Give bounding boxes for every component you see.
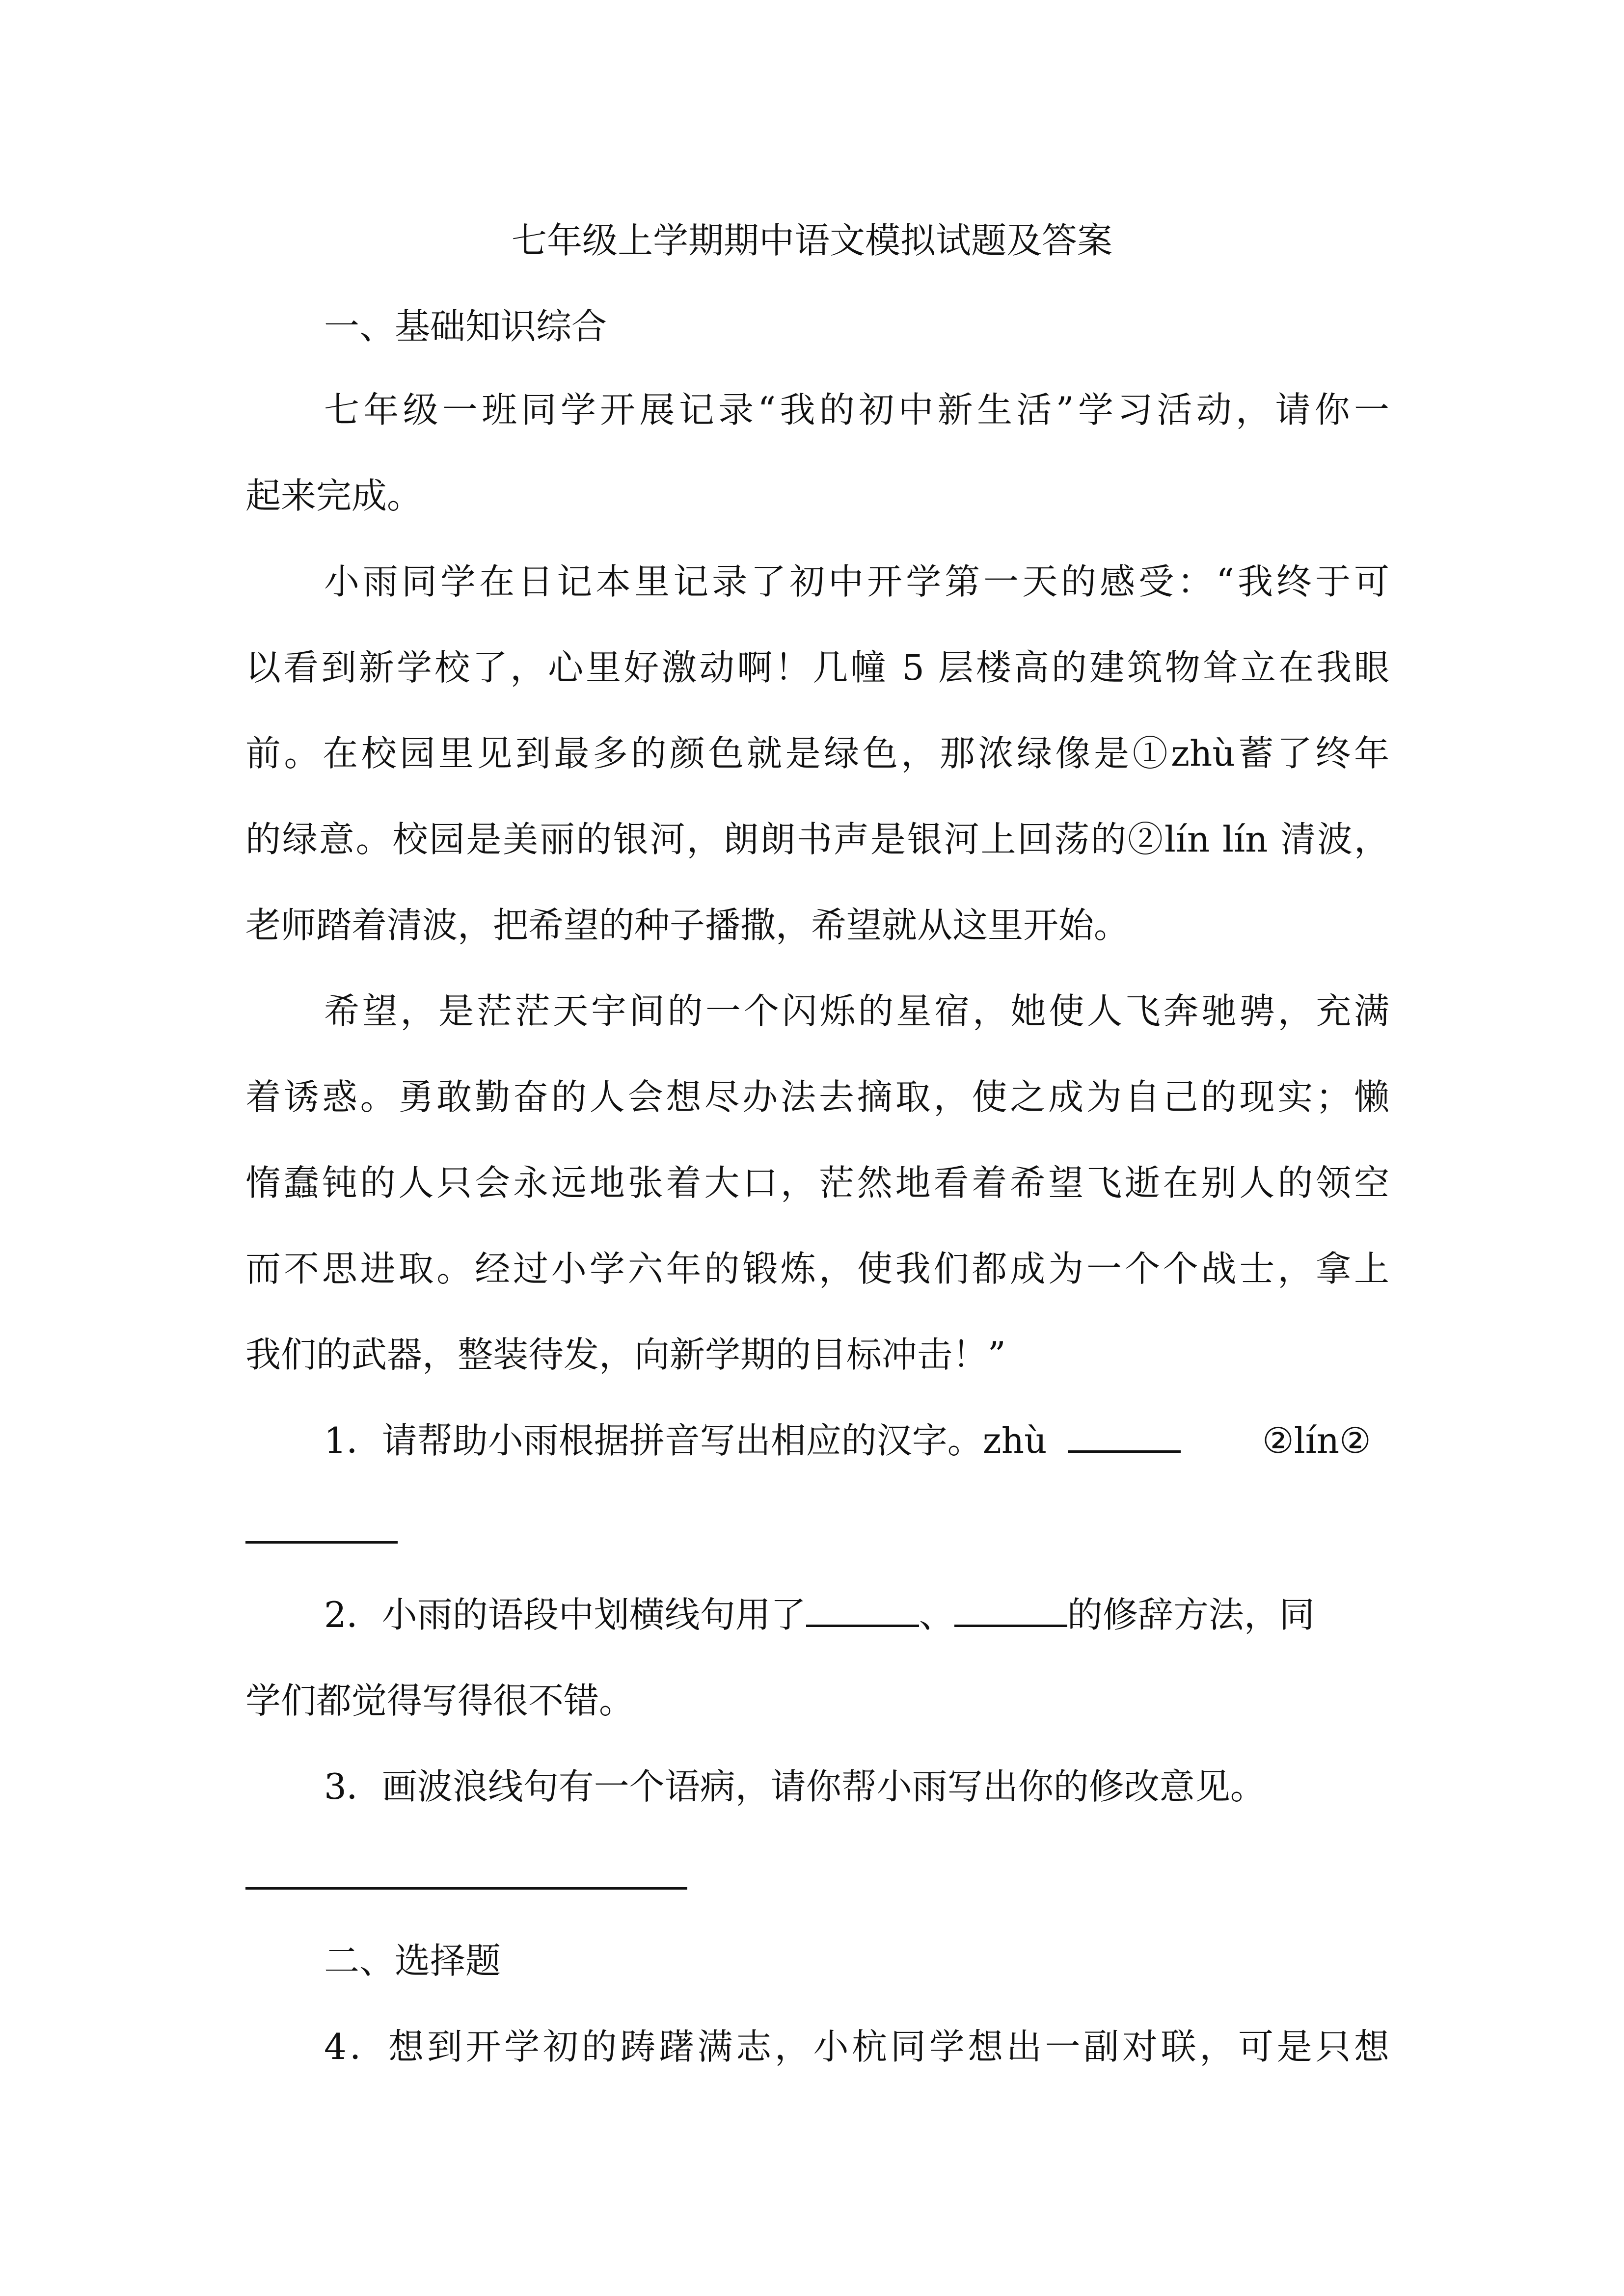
answer-blank-rhetoric-1[interactable] <box>806 1593 919 1627</box>
question-2-suffix: 的修辞方法，同 <box>1067 1594 1315 1635</box>
hope-line-2: 着诱惑。勇敢勤奋的人会想尽办法去摘取，使之成为自己的现实；懒 <box>245 1076 1389 1118</box>
document-title: 七年级上学期期中语文模拟试题及答案 <box>511 220 1112 261</box>
question-2 <box>324 1593 1389 1637</box>
answer-blank-zhu[interactable] <box>1068 1419 1181 1453</box>
hope-line-4: 而不思进取。经过小学六年的锻炼，使我们都成为一个个战士，拿上 <box>245 1248 1389 1289</box>
question-2-text: 2．小雨的语段中划横线句用了 <box>324 1594 806 1635</box>
question-2-line-2: 学们都觉得写得很不错。 <box>245 1680 635 1721</box>
diary-line-1: 小雨同学在日记本里记录了初中开学第一天的感受：“我终于可 <box>324 561 1389 602</box>
question-4: 4．想到开学初的踌躇满志，小杭同学想出一副对联，可是只想 <box>324 2026 1389 2067</box>
hope-line-1: 希望，是茫茫天宇间的一个闪烁的星宿，她使人飞奔驰骋，充满 <box>324 990 1389 1032</box>
section-heading-basics: 一、基础知识综合 <box>324 306 607 347</box>
section-heading-choice: 二、选择题 <box>324 1940 501 1981</box>
intro-line-2: 起来完成。 <box>245 475 423 516</box>
answer-blank-lin[interactable] <box>245 1541 398 1544</box>
diary-line-2: 以看到新学校了，心里好激动啊！几幢 5 层楼高的建筑物耸立在我眼 <box>245 647 1389 688</box>
answer-blank-rhetoric-2[interactable] <box>954 1593 1067 1627</box>
diary-line-5: 老师踏着清波，把希望的种子播撒，希望就从这里开始。 <box>245 905 1130 946</box>
diary-line-3: 前。在校园里见到最多的颜色就是绿色，那浓绿像是①zhù蓄了终年 <box>245 733 1389 774</box>
answer-blank-revision[interactable] <box>245 1887 687 1890</box>
question-1-text: 1．请帮助小雨根据拼音写出相应的汉字。zhù <box>324 1420 1047 1461</box>
intro-line-1: 七年级一班同学开展记录“我的初中新生活”学习活动，请你一 <box>324 389 1389 430</box>
question-3: 3．画波浪线句有一个语病，请你帮小雨写出你的修改意见。 <box>324 1766 1266 1807</box>
diary-line-4: 的绿意。校园是美丽的银河，朗朗书声是银河上回荡的②lín lín 清波， <box>245 819 1389 860</box>
question-2-separator: 、 <box>919 1594 954 1635</box>
hope-line-3: 惰蠢钝的人只会永远地张着大口，茫然地看着希望飞逝在别人的领空 <box>245 1162 1389 1203</box>
hope-line-5: 我们的武器，整装待发，向新学期的目标冲击！” <box>245 1334 1006 1375</box>
question-1-lin-label: ②lín② <box>1262 1420 1371 1461</box>
question-1 <box>324 1418 1389 1463</box>
